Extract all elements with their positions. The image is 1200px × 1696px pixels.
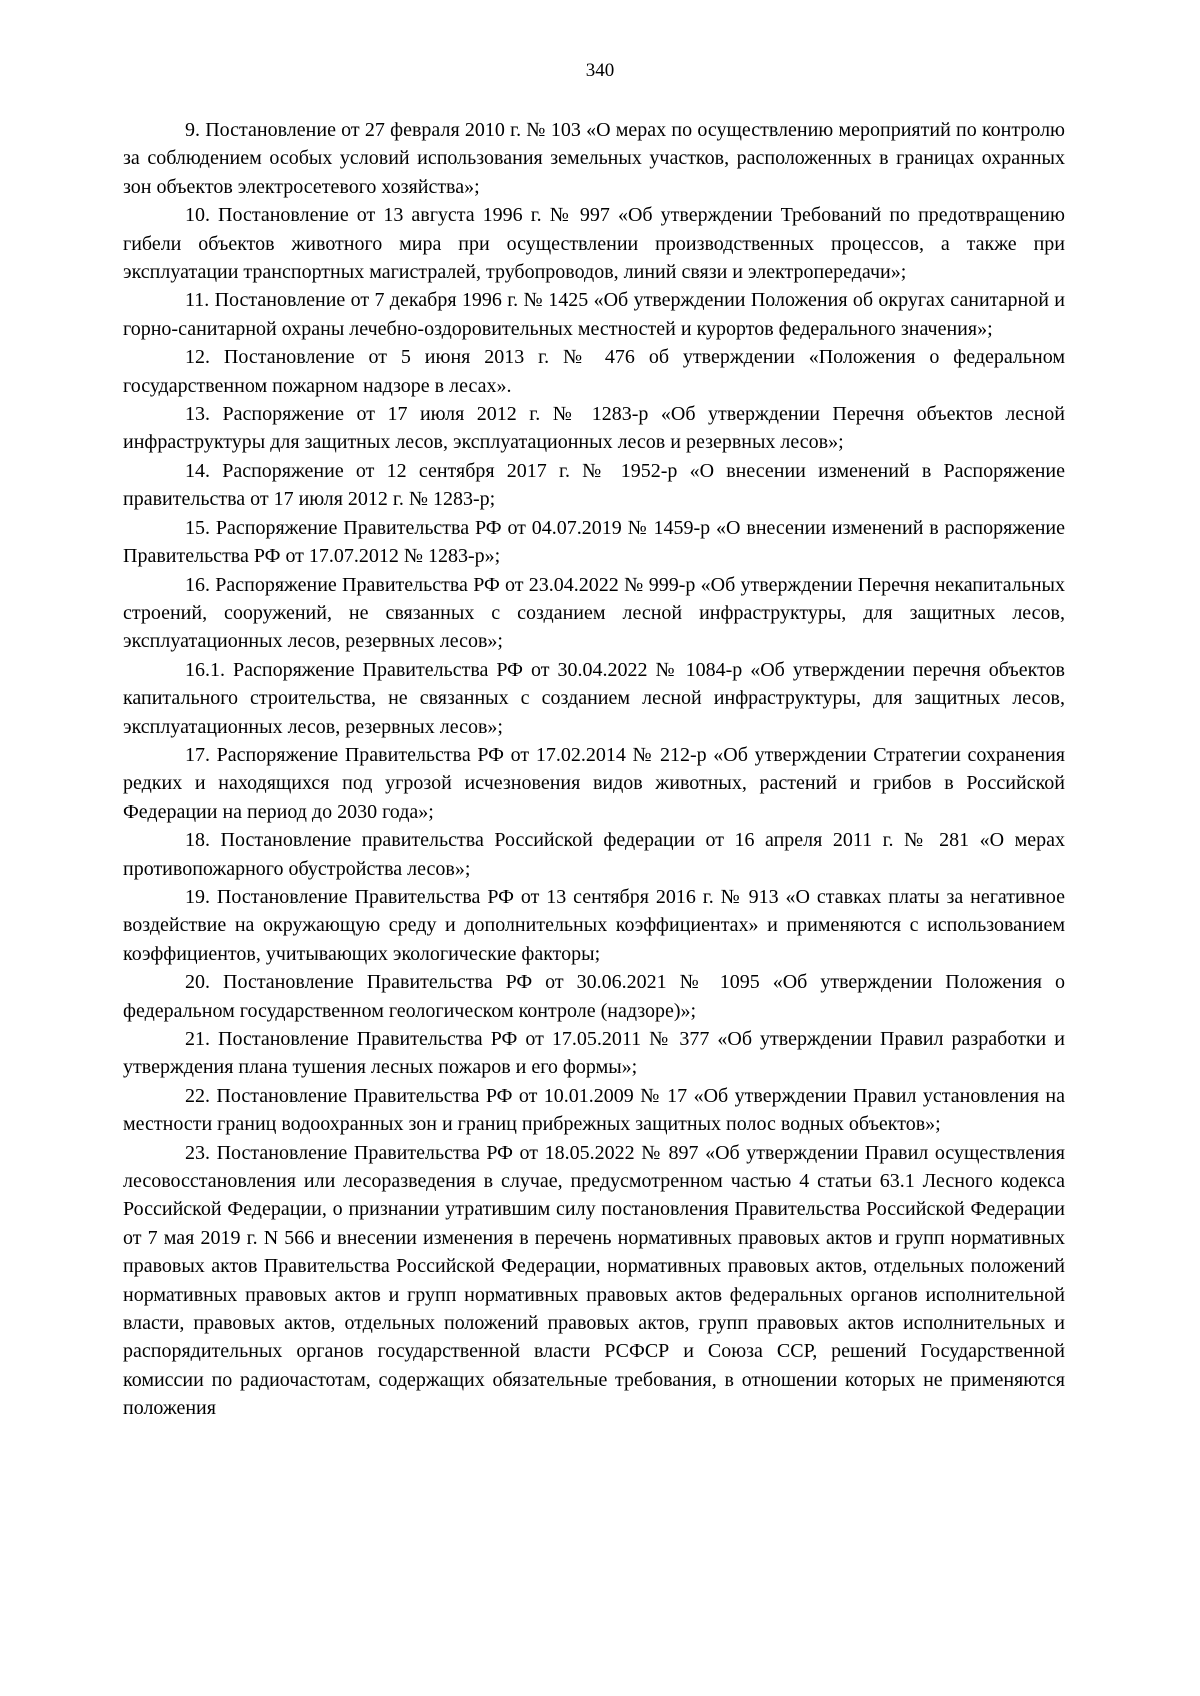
paragraph-item-12: 12. Постановление от 5 июня 2013 г. № 476 об утверждении «Положения о федеральном государственном пожарном надзоре в лесах». [123,346,1065,397]
paragraph-item-16: 16. Распоряжение Правительства РФ от 23.04.2022 № 999-р «Об утверждении Перечня некапитальных строений, сооружений, не связанных с созданием лесной инфраструктуры, для защитных лесов, эксплуатационных лесов, резервных лесов»; [123,573,1065,653]
paragraph-item-13: 13. Распоряжение от 17 июля 2012 г. № 1283-р «Об утверждении Перечня объектов лесной инфраструктуры для защитных лесов, эксплуатационных лесов и резервных лесов»; [123,403,1065,454]
paragraph-item-11: 11. Постановление от 7 декабря 1996 г. № 1425 «Об утверждении Положения об округах санитарной и горно-санитарной охраны лечебно-оздоровительных местностей и курортов федерального значения»; [123,289,1065,340]
paragraph-item-14: 14. Распоряжение от 12 сентября 2017 г. № 1952-р «О внесении изменений в Распоряжение правительства от 17 июля 2012 г. № 1283-р; [123,459,1065,511]
paragraph-item-10: 10. Постановление от 13 августа 1996 г. № 997 «Об утверждении Требований по предотвращению гибели объектов животного мира при осуществлении производственных процессов, а также при эксплуатации транспортных магистралей, трубопроводов, линий связи и электропередачи»; [123,204,1065,284]
paragraph-item-18: 18. Постановление правительства Российской федерации от 16 апреля 2011 г. № 281 «О мерах противопожарного обустройства лесов»; [123,829,1065,880]
paragraph-item-23: 23. Постановление Правительства РФ от 18.05.2022 № 897 «Об утверждении Правил осуществления лесовосстановления или лесоразведения в случае, предусмотренном частью 4 статьи 63.1 Лесного кодекса Российской Федерации, о признании утратившим силу постановления Правительства Российской Федерации от 7 мая 2019 г. N 566 и внесении изменения в перечень нормативных правовых актов и групп нормативных правовых актов Правительства Российской Федерации, нормативных правовых актов, отдельных положений нормативных правовых актов и групп нормативных правовых актов федеральных органов исполнительной власти, правовых актов, отдельных положений правовых актов, групп правовых актов исполнительных и распорядительных органов государственной власти РСФСР и Союза ССР, решений Государственной комиссии по радиочастотам, содержащих обязательные требования, в отношении которых не применяются положения [123,1141,1065,1420]
paragraph-item-21: 21. Постановление Правительства РФ от 17.05.2011 № 377 «Об утверждении Правил разработки и утверждения плана тушения лесных пожаров и его формы»; [123,1028,1065,1079]
paragraph-item-22: 22. Постановление Правительства РФ от 10.01.2009 № 17 «Об утверждении Правил установления на местности границ водоохранных зон и границ прибрежных защитных полос водных объектов»; [123,1084,1065,1136]
paragraph-item-16-1: 16.1. Распоряжение Правительства РФ от 30.04.2022 № 1084-р «Об утверждении перечня объектов капитального строительства, не связанных с созданием лесной инфраструктуры, для защитных лесов, эксплуатационных лесов, резервных лесов»; [123,658,1065,738]
paragraph-item-9: 9. Постановление от 27 февраля 2010 г. № 103 «О мерах по осуществлению мероприятий по контролю за соблюдением особых условий использования земельных участков, расположенных в границах охранных зон объектов электросетевого хозяйства»; [123,119,1065,198]
document-body [123,116,1065,1423]
page-number: 340 [585,60,615,81]
paragraph-item-17: 17. Распоряжение Правительства РФ от 17.02.2014 № 212-р «Об утверждении Стратегии сохранения редких и находящихся под угрозой исчезновения видов животных, растений и грибов в Российской Федерации на период до 2030 года»; [123,743,1065,823]
paragraph-item-20: 20. Постановление Правительства РФ от 30.06.2021 № 1095 «Об утверждении Положения о федеральном государственном геологическом контроле (надзоре)»; [123,971,1065,1022]
paragraph-item-19: 19. Постановление Правительства РФ от 13 сентября 2016 г. № 913 «О ставках платы за негативное воздействие на окружающую среду и дополнительных коэффициентах» и применяются с использованием коэффициентов, учитывающих экологические факторы; [123,885,1065,965]
paragraph-item-15: 15. Распоряжение Правительства РФ от 04.07.2019 № 1459-р «О внесении изменений в распоряжение Правительства РФ от 17.07.2012 № 1283-р»; [123,516,1065,568]
